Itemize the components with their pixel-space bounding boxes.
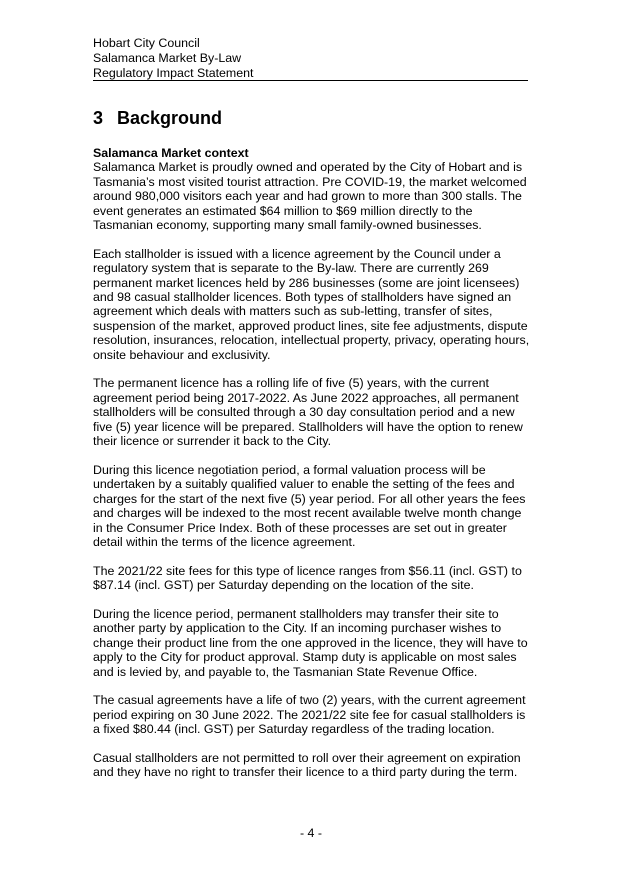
body-content	[93, 146, 530, 794]
section-heading	[93, 107, 222, 129]
paragraph: Salamanca Market is proudly owned and operated by the City of Hobart and is Tasmania’s most visited tourist attraction. Pre COVID-19, the market welcomed around 980,000 visitors each year and had grown to more than 300 stalls. The event generates an estimated $64 million to $69 million directly to the Tasmanian economy, supporting many small family-owned businesses.	[93, 160, 527, 233]
paragraph: The 2021/22 site fees for this type of licence ranges from $56.11 (incl. GST) to $87.14 (incl. GST) per Saturday depending on the location of the site.	[93, 563, 522, 593]
header-organisation: Hobart City Council	[93, 36, 200, 50]
section-number: 3	[93, 108, 104, 128]
paragraph: During this licence negotiation period, a formal valuation process will be undertaken by a suitably qualified valuer to enable the setting of the fees and charges for the start of the next five (5) year period. For all other years the fees and charges will be indexed to the most recent available twelve month change in the Consumer Price Index. Both of these processes are set out in greater detail within the terms of the licence agreement.	[93, 462, 526, 549]
paragraph: The casual agreements have a life of two (2) years, with the current agreement period expiring on 30 June 2022. The 2021/22 site fee for casual stallholders is a fixed $80.44 (incl. GST) per Saturday regardless of the trading location.	[93, 693, 526, 737]
paragraph: The permanent licence has a rolling life of five (5) years, with the current agreement period being 2017-2022. As June 2022 approaches, all permanent stallholders will be consulted through a 30 day consultation period and a new five (5) year licence will be prepared. Stallholders will have the option to renew their licence or surrender it back to the City.	[93, 376, 523, 449]
header-divider	[93, 80, 528, 81]
paragraph: Casual stallholders are not permitted to roll over their agreement on expiration and they have no right to transfer their licence to a third party during the term.	[93, 750, 521, 780]
subheading: Salamanca Market context	[93, 146, 249, 160]
header-document-type: Regulatory Impact Statement	[93, 66, 254, 80]
paragraph: During the licence period, permanent stallholders may transfer their site to another party by application to the City. If an incoming purchaser wishes to change their product line from the one approved in the licence, they will have to apply to the City for product approval. Stamp duty is applicable on most sales and is levied by, and payable to, the Tasmanian State Revenue Office.	[93, 606, 528, 679]
paragraph: Each stallholder is issued with a licence agreement by the Council under a regulatory system that is separate to the By-law. There are currently 269 permanent market licences held by 286 businesses (some are joint licensees) and 98 casual stallholder licences. Both types of stallholders have signed an agreement which deals with matters such as sub-letting, transfer of sites, suspension of the market, approved product lines, site fee adjustments, dispute resolution, insurances, relocation, intellectual property, privacy, operating hours, onsite behaviour and exclusivity.	[93, 246, 530, 362]
page-number: - 4 -	[299, 826, 323, 840]
section-title: Background	[117, 108, 223, 128]
running-header	[93, 36, 528, 81]
header-document-name: Salamanca Market By-Law	[93, 51, 242, 65]
